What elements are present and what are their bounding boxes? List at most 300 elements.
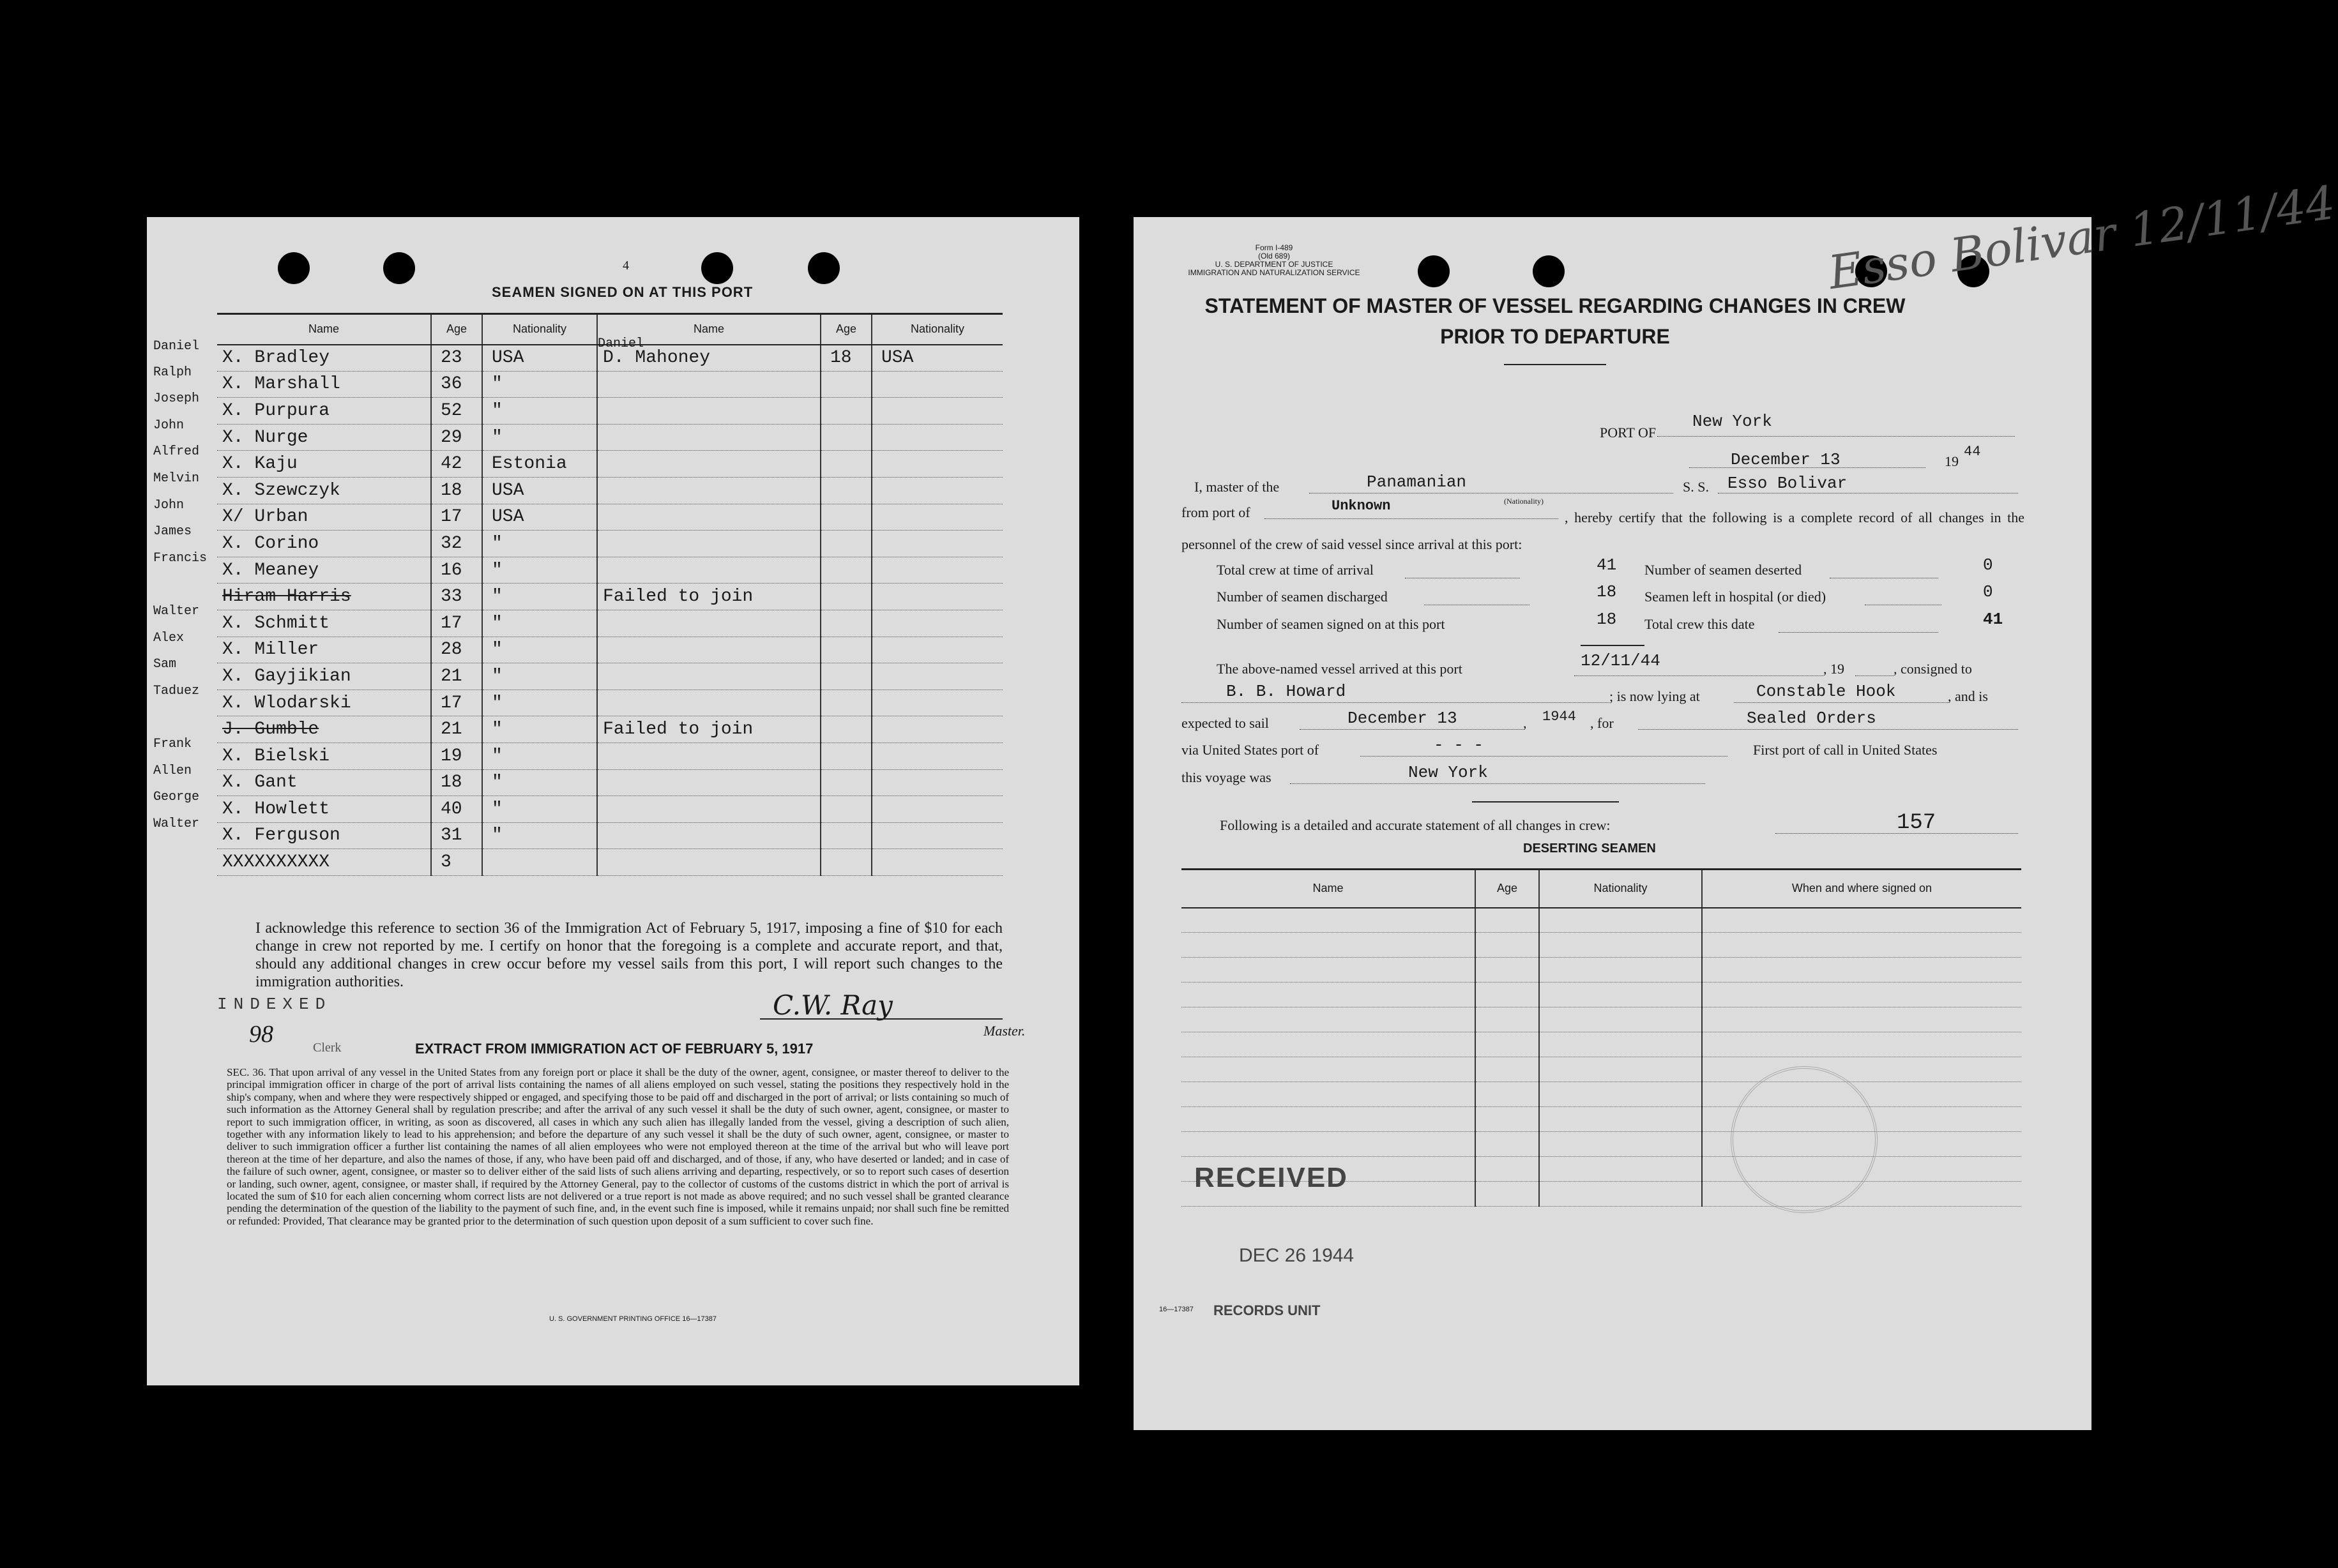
seaman-name-text: X. Wlodarski	[222, 693, 351, 713]
seaman-age-right	[821, 424, 872, 451]
vessel-underline	[1718, 493, 2018, 494]
indexed-stamp: INDEXED	[217, 995, 332, 1014]
seaman-age-right	[821, 637, 872, 663]
seaman-nationality-right	[872, 637, 1003, 663]
seaman-age	[431, 690, 482, 716]
empty-cell	[1539, 1007, 1702, 1032]
seaman-nationality-text: "	[492, 693, 503, 713]
table-row	[217, 345, 1003, 372]
year-prefix: 19	[1945, 453, 1959, 469]
seaman-age	[431, 504, 482, 531]
empty-cell	[1181, 1007, 1475, 1032]
seaman-name-right	[597, 849, 821, 876]
seaman-age-text: 36	[441, 374, 462, 395]
date-value: December 13	[1731, 450, 1841, 469]
seaman-nationality-right	[872, 477, 1003, 504]
seaman-age-text: 32	[441, 533, 462, 554]
via-label: via United States port of	[1181, 742, 1319, 758]
empty-cell	[1181, 1132, 1475, 1157]
seaman-age	[431, 743, 482, 769]
seaman-age-text: 33	[441, 587, 462, 607]
seaman-nationality-text: "	[492, 374, 503, 395]
title-line-1: STATEMENT OF MASTER OF VESSEL REGARDING CHANGES IN CREW	[1204, 294, 1906, 317]
table-row	[1181, 908, 2021, 933]
voyage-underline	[1290, 783, 1705, 784]
seaman-nationality-right-text: USA	[881, 348, 914, 368]
discharged-value: 18	[1597, 582, 1617, 601]
handwritten-annotation: Esso Bolivar 12/11/44	[1825, 175, 2338, 300]
table-row	[217, 743, 1003, 769]
seaman-age	[431, 716, 482, 743]
seaman-nationality-right	[872, 769, 1003, 796]
punch-hole	[1418, 255, 1450, 287]
lying-label: ; is now lying at	[1609, 688, 1700, 704]
seaman-age-right	[821, 398, 872, 425]
seaman-name-text: Hiram Harris	[222, 587, 351, 607]
seaman-age	[431, 424, 482, 451]
seaman-age-text: 40	[441, 799, 462, 819]
nationality-caption: (Nationality)	[1504, 497, 1544, 506]
col-header-when-where: When and where signed on	[1702, 870, 2021, 908]
seaman-nationality	[482, 451, 597, 478]
year-underline	[1855, 675, 1894, 676]
clerk-number: 98	[249, 1021, 273, 1048]
first-name: Frank	[153, 736, 192, 751]
rule	[1472, 801, 1619, 803]
seaman-age	[431, 345, 482, 372]
punch-hole	[278, 252, 310, 284]
seaman-nationality	[482, 743, 597, 769]
seaman-name-text: X. Purpura	[222, 400, 330, 421]
seaman-nationality	[482, 371, 597, 398]
acknowledgment-text: I acknowledge this reference to section 36 of the Immigration Act of February 5, 1917, imposing a fine of $10 for each change in crew not reported by me. I certify on honor that the foregoing is a complete and accurate report, and that, should any additional changes in crew occur before my vessel sails from this port, I will report such changes to the immigration authorities.	[255, 920, 1003, 990]
seaman-name-right	[597, 371, 821, 398]
year-suffix: 44	[1964, 444, 1981, 460]
table-row	[1181, 1132, 2021, 1157]
seaman-nationality-text: "	[492, 640, 503, 660]
seaman-age-text: 29	[441, 427, 462, 448]
seaman-nationality	[482, 769, 597, 796]
seaman-age-right	[821, 743, 872, 769]
extract-text: SEC. 36. That upon arrival of any vessel in the United States from any foreign port or place it shall be the duty of the owner, agent, consignee, or master thereof to deliver to the principal immigration officer in charge of the port of arrival lists containing the names of all aliens employed on such vessel, stating the positions they respectively hold in the ship's company, when and where they were respectively shipped or engaged, and specifying those to be paid off and discharged in the port of arrival; or lists containing so much of such information as the Attorney General shall by regulation prescribe; and after the arrival of any such vessel it shall be the duty of such owner, agent, consignee, or master to report to such immigration officer, in writing, as soon as discovered, all cases in which any such alien has illegally landed from the vessel, giving a description of such alien, together with any information likely to lead to his apprehension; and before the departure of any such vessel it shall be the duty of such owner, agent, consignee, or master to deliver to such immigration officer a further list containing the names of all alien employees who were not employed thereon at the time of the arrival but who will leave port thereon at the time of her departure, and also the names of those, if any, who have been paid off and discharged, and of those, if any, who have deserted or landed; and in case of the failure of such owner, agent, consignee, or master so to deliver either of the said lists of such aliens arriving and departing, respectively, or so to report such cases of desertion or landing, such owner, agent, consignee, or master shall, if required by the Attorney General, pay to the collector of customs of the customs district in which the port of arrival is located the sum of $10 for each alien concerning whom correct lists are not delivered or a true report is not made as above required; and no such vessel shall be granted clearance pending the determination of the question of the liability to the payment of such fine, and, in the event such fine is imposed, while it remains unpaid; nor shall such fine be remitted or refunded: Provided, That clearance may be granted prior to the determination of such question upon deposit of a sum sufficient to cover such fine.	[227, 1066, 1009, 1227]
seaman-nationality	[482, 345, 597, 372]
table-row	[217, 504, 1003, 531]
seaman-name	[153, 391, 431, 425]
seaman-nationality-text: "	[492, 799, 503, 819]
seaman-nationality-right	[872, 610, 1003, 637]
empty-cell	[1702, 1057, 2021, 1082]
master-of-label: I, master of the	[1194, 479, 1280, 495]
table-row	[217, 637, 1003, 663]
seaman-age	[431, 637, 482, 663]
empty-cell	[1539, 1157, 1702, 1182]
form-old-number: (Old 689)	[1257, 252, 1291, 260]
seaman-age-text: 31	[441, 825, 462, 846]
seaman-nationality-text: "	[492, 773, 503, 793]
seaman-nationality	[482, 663, 597, 690]
seaman-nationality-right	[872, 743, 1003, 769]
seaman-age-text: 18	[441, 480, 462, 501]
dotted-leader	[1775, 833, 2018, 834]
master-signature: C.W. Ray	[773, 990, 893, 1021]
seaman-name-right	[597, 451, 821, 478]
seaman-name-text: X. Bielski	[222, 746, 330, 766]
first-name: Alfred	[153, 444, 200, 460]
master-label: Master.	[983, 1023, 1026, 1039]
empty-cell	[1702, 1007, 2021, 1032]
seaman-name-right	[597, 796, 821, 823]
seaman-name-text: X. Kaju	[222, 454, 298, 474]
seaman-name-right	[597, 424, 821, 451]
first-name: Walter	[153, 816, 200, 831]
title-line-2: PRIOR TO DEPARTURE	[1440, 325, 1670, 348]
empty-cell	[1475, 958, 1539, 983]
seaman-age	[431, 849, 482, 876]
seaman-name-right	[597, 743, 821, 769]
seaman-name-right	[597, 557, 821, 584]
seaman-name	[153, 471, 431, 504]
seaman-nationality-text: "	[492, 825, 503, 846]
handwritten-157: 157	[1897, 811, 1936, 835]
rule	[1581, 645, 1644, 646]
seaman-nationality	[482, 637, 597, 663]
via-underline	[1360, 756, 1727, 757]
seaman-age-text: 17	[441, 507, 462, 527]
seaman-nationality	[482, 477, 597, 504]
department: U. S. DEPARTMENT OF JUSTICE	[1215, 260, 1333, 269]
seaman-name-right	[597, 504, 821, 531]
seaman-age-right	[821, 557, 872, 584]
empty-cell	[1539, 1082, 1702, 1107]
form-footer-code: 16—17387	[1159, 1306, 1194, 1313]
seaman-nationality-text: "	[492, 613, 503, 633]
extract-title: EXTRACT FROM IMMIGRATION ACT OF FEBRUARY 5, 1917	[415, 1041, 814, 1057]
table-row	[217, 822, 1003, 849]
table-row	[1181, 933, 2021, 958]
seaman-name-text: X. Bradley	[222, 348, 330, 368]
seaman-name-right	[597, 637, 821, 663]
page-number: 4	[623, 259, 629, 273]
col-header-name: Name	[217, 314, 431, 345]
seaman-name	[153, 683, 431, 716]
seaman-nationality-right	[872, 584, 1003, 610]
first-name-right: Daniel	[598, 336, 644, 351]
seaman-nationality-right	[872, 663, 1003, 690]
received-text: RECEIVED	[1194, 1162, 1348, 1193]
table-row	[1181, 1082, 2021, 1107]
seaman-age-right	[821, 584, 872, 610]
destination-underline	[1638, 729, 2018, 730]
signature-line	[760, 1018, 1003, 1020]
seaman-nationality-right	[872, 345, 1003, 372]
via-port-value: - - -	[1434, 735, 1484, 755]
seaman-name-text: X. Ferguson	[222, 825, 340, 846]
seaman-age-text: 19	[441, 746, 462, 766]
seaman-age-text: 23	[441, 348, 462, 368]
punch-hole	[701, 252, 733, 284]
seaman-age-right	[821, 663, 872, 690]
seaman-age-right	[821, 716, 872, 743]
first-name: Sam	[153, 657, 177, 672]
seaman-age	[431, 531, 482, 557]
seaman-nationality-right	[872, 424, 1003, 451]
seaman-name	[153, 763, 431, 796]
seaman-name-text: X. Nurge	[222, 427, 308, 448]
service: IMMIGRATION AND NATURALIZATION SERVICE	[1188, 268, 1360, 277]
seaman-age-right	[821, 690, 872, 716]
first-name: Allen	[153, 763, 192, 778]
seamen-signed-on-table	[153, 313, 1003, 876]
empty-cell	[1539, 983, 1702, 1007]
seaman-age-right	[821, 345, 872, 372]
total-crew-arrival-value: 41	[1597, 555, 1617, 575]
seaman-name-text: J. Gumble	[222, 720, 319, 740]
page-title	[1134, 290, 1977, 352]
col-header-name: Name	[1181, 870, 1475, 908]
seaman-age-text: 17	[441, 693, 462, 713]
empty-cell	[1181, 908, 1475, 933]
col-header-nationality: Nationality	[1539, 870, 1702, 908]
seaman-nationality	[482, 849, 597, 876]
seaman-name	[153, 790, 431, 823]
clerk-label: Clerk	[313, 1041, 342, 1055]
empty-cell	[1539, 1107, 1702, 1132]
seaman-nationality-text: "	[492, 427, 503, 448]
seaman-name	[153, 524, 431, 557]
seaman-nationality	[482, 796, 597, 823]
and-is-label: , and is	[1948, 688, 1988, 704]
seaman-age-text: 28	[441, 640, 462, 660]
empty-cell	[1181, 1107, 1475, 1132]
punch-hole	[383, 252, 415, 284]
seaman-name-text: X. Schmitt	[222, 613, 330, 633]
seaman-age-right	[821, 849, 872, 876]
seaman-age	[431, 451, 482, 478]
seaman-name	[217, 584, 431, 610]
seaman-name	[153, 603, 431, 637]
round-postmark	[1731, 1066, 1878, 1213]
hospital-value: 0	[1983, 582, 1993, 601]
seaman-nationality	[482, 690, 597, 716]
empty-cell	[1475, 908, 1539, 933]
seaman-nationality	[482, 424, 597, 451]
seaman-name-text: X. Szewczyk	[222, 480, 340, 501]
seaman-nationality-right	[872, 796, 1003, 823]
total-crew-arrival-label: Total crew at time of arrival	[1217, 562, 1374, 578]
seaman-nationality-right	[872, 371, 1003, 398]
seaman-nationality-right	[872, 557, 1003, 584]
table-row	[1181, 958, 2021, 983]
col-header-age: Age	[1475, 870, 1539, 908]
empty-cell	[1475, 1032, 1539, 1057]
first-name: John	[153, 418, 185, 433]
empty-cell	[1475, 1132, 1539, 1157]
empty-cell	[1181, 1057, 1475, 1082]
empty-cell	[1539, 1032, 1702, 1057]
first-name: John	[153, 497, 185, 513]
seaman-name-right	[597, 531, 821, 557]
table-row	[217, 371, 1003, 398]
comma: ,	[1523, 715, 1527, 731]
first-name: Francis	[153, 550, 208, 566]
empty-cell	[1702, 1032, 2021, 1057]
empty-cell	[1475, 933, 1539, 958]
col-header-age: Age	[821, 314, 872, 345]
year-19-label: , 19	[1823, 661, 1844, 677]
seaman-name-right-text: D. Mahoney	[603, 348, 711, 368]
empty-cell	[1702, 908, 2021, 933]
table-header-row	[1181, 870, 2021, 908]
seaman-nationality-text: USA	[492, 507, 524, 527]
deserted-value: 0	[1983, 555, 1993, 575]
seaman-name-right	[597, 584, 821, 610]
seaman-name	[153, 657, 431, 690]
seaman-age-text: 42	[441, 454, 462, 474]
seaman-name-right	[597, 822, 821, 849]
seaman-nationality-text: "	[492, 587, 503, 607]
table-row	[1181, 1032, 2021, 1057]
seaman-nationality	[482, 822, 597, 849]
seaman-nationality	[482, 557, 597, 584]
following-label: Following is a detailed and accurate statement of all changes in crew:	[1220, 817, 1611, 833]
section-title: SEAMEN SIGNED ON AT THIS PORT	[492, 284, 754, 300]
seaman-name	[153, 338, 431, 372]
consignee-underline	[1181, 702, 1609, 703]
seaman-name-right	[597, 477, 821, 504]
lying-underline	[1734, 702, 1948, 703]
seaman-age	[431, 584, 482, 610]
seaman-nationality-text: "	[492, 720, 503, 740]
empty-cell	[1181, 958, 1475, 983]
seaman-age-text: 21	[441, 666, 462, 686]
empty-cell	[1539, 933, 1702, 958]
seaman-age-right	[821, 371, 872, 398]
seaman-name-right	[597, 610, 821, 637]
seaman-name	[153, 418, 431, 451]
col-header-age: Age	[431, 314, 482, 345]
first-name: Melvin	[153, 471, 200, 486]
seaman-name-right	[597, 769, 821, 796]
seaman-nationality-text: Estonia	[492, 454, 567, 474]
first-name: Taduez	[153, 683, 200, 698]
table-row	[217, 716, 1003, 743]
seaman-nationality-text: "	[492, 560, 503, 580]
destination-value: Sealed Orders	[1747, 709, 1876, 728]
empty-cell	[1539, 1132, 1702, 1157]
seaman-name-text: X. Corino	[222, 533, 319, 554]
first-name: Alex	[153, 630, 185, 645]
sail-date-underline	[1300, 729, 1523, 730]
empty-cell	[1475, 983, 1539, 1007]
first-call-label: First port of call in United States	[1753, 742, 1938, 758]
first-name: Walter	[153, 603, 200, 619]
empty-cell	[1702, 933, 2021, 958]
seaman-nationality-text: "	[492, 400, 503, 421]
seaman-age-right	[821, 451, 872, 478]
right-page	[1134, 175, 2338, 1430]
gpo-footer: U. S. GOVERNMENT PRINTING OFFICE 16—17387	[549, 1315, 717, 1323]
empty-cell	[1181, 1032, 1475, 1057]
empty-cell	[1539, 1057, 1702, 1082]
form-number: Form I-489	[1255, 243, 1293, 252]
seaman-nationality	[482, 610, 597, 637]
empty-cell	[1475, 1082, 1539, 1107]
seaman-name-text: X. Gant	[222, 773, 298, 793]
arrived-underline	[1574, 675, 1823, 676]
seaman-name-text: X. Miller	[222, 640, 319, 660]
form-identifier	[1178, 244, 1370, 277]
empty-cell	[1475, 1107, 1539, 1132]
seaman-nationality-right	[872, 849, 1003, 876]
first-call-value: New York	[1408, 763, 1488, 782]
seaman-name-text: X. Howlett	[222, 799, 330, 819]
first-name: James	[153, 524, 192, 539]
date-underline	[1689, 467, 1925, 468]
first-name: Joseph	[153, 391, 200, 407]
seaman-name-text: X. Meaney	[222, 560, 319, 580]
total-now-value: 41	[1983, 610, 2003, 629]
seaman-nationality-right	[872, 398, 1003, 425]
seaman-name-text: XXXXXXXXXX	[222, 852, 330, 873]
empty-cell	[1539, 1182, 1702, 1207]
first-name: Daniel	[153, 338, 200, 354]
empty-cell	[1475, 1007, 1539, 1032]
col-header-nationality: Nationality	[482, 314, 597, 345]
from-port-label: from port of	[1181, 504, 1250, 520]
voyage-label: this voyage was	[1181, 769, 1271, 785]
seaman-name	[153, 365, 431, 398]
empty-cell	[1181, 1082, 1475, 1107]
seaman-nationality-right	[872, 504, 1003, 531]
seaman-nationality-text: "	[492, 533, 503, 554]
seaman-age	[431, 398, 482, 425]
seaman-age-text: 17	[441, 613, 462, 633]
table-row	[1181, 1107, 2021, 1132]
seaman-name-right	[597, 690, 821, 716]
seaman-name	[217, 849, 431, 876]
consignee-value: B. B. Howard	[1226, 682, 1346, 701]
seaman-age	[431, 371, 482, 398]
empty-cell	[1475, 1182, 1539, 1207]
table-row	[217, 557, 1003, 584]
port-value: New York	[1692, 412, 1772, 431]
seaman-name-right	[597, 336, 821, 372]
table-row	[217, 398, 1003, 425]
seaman-nationality-right	[872, 822, 1003, 849]
table-row	[217, 849, 1003, 876]
first-name: Ralph	[153, 365, 192, 380]
consigned-label: , consigned to	[1894, 661, 1972, 677]
table-row	[217, 424, 1003, 451]
seaman-name	[153, 444, 431, 478]
left-page	[147, 217, 1079, 1385]
deserting-seamen-table	[1181, 868, 2021, 1207]
ss-label: S. S.	[1683, 479, 1709, 495]
from-port-value: Unknown	[1332, 498, 1391, 514]
table-row	[1181, 983, 2021, 1007]
table-row	[217, 663, 1003, 690]
sail-date-value: December 13	[1347, 709, 1457, 728]
nationality-value: Panamanian	[1367, 472, 1467, 492]
for-label: , for	[1590, 715, 1614, 731]
expected-label: expected to sail	[1181, 715, 1269, 731]
seaman-name-text: X. Gayjikian	[222, 666, 351, 686]
failed-to-join-note: Failed to join	[603, 720, 754, 740]
seaman-name-text: X. Marshall	[222, 374, 340, 395]
empty-cell	[1702, 983, 2021, 1007]
seaman-name	[217, 716, 431, 743]
empty-cell	[1475, 1157, 1539, 1182]
